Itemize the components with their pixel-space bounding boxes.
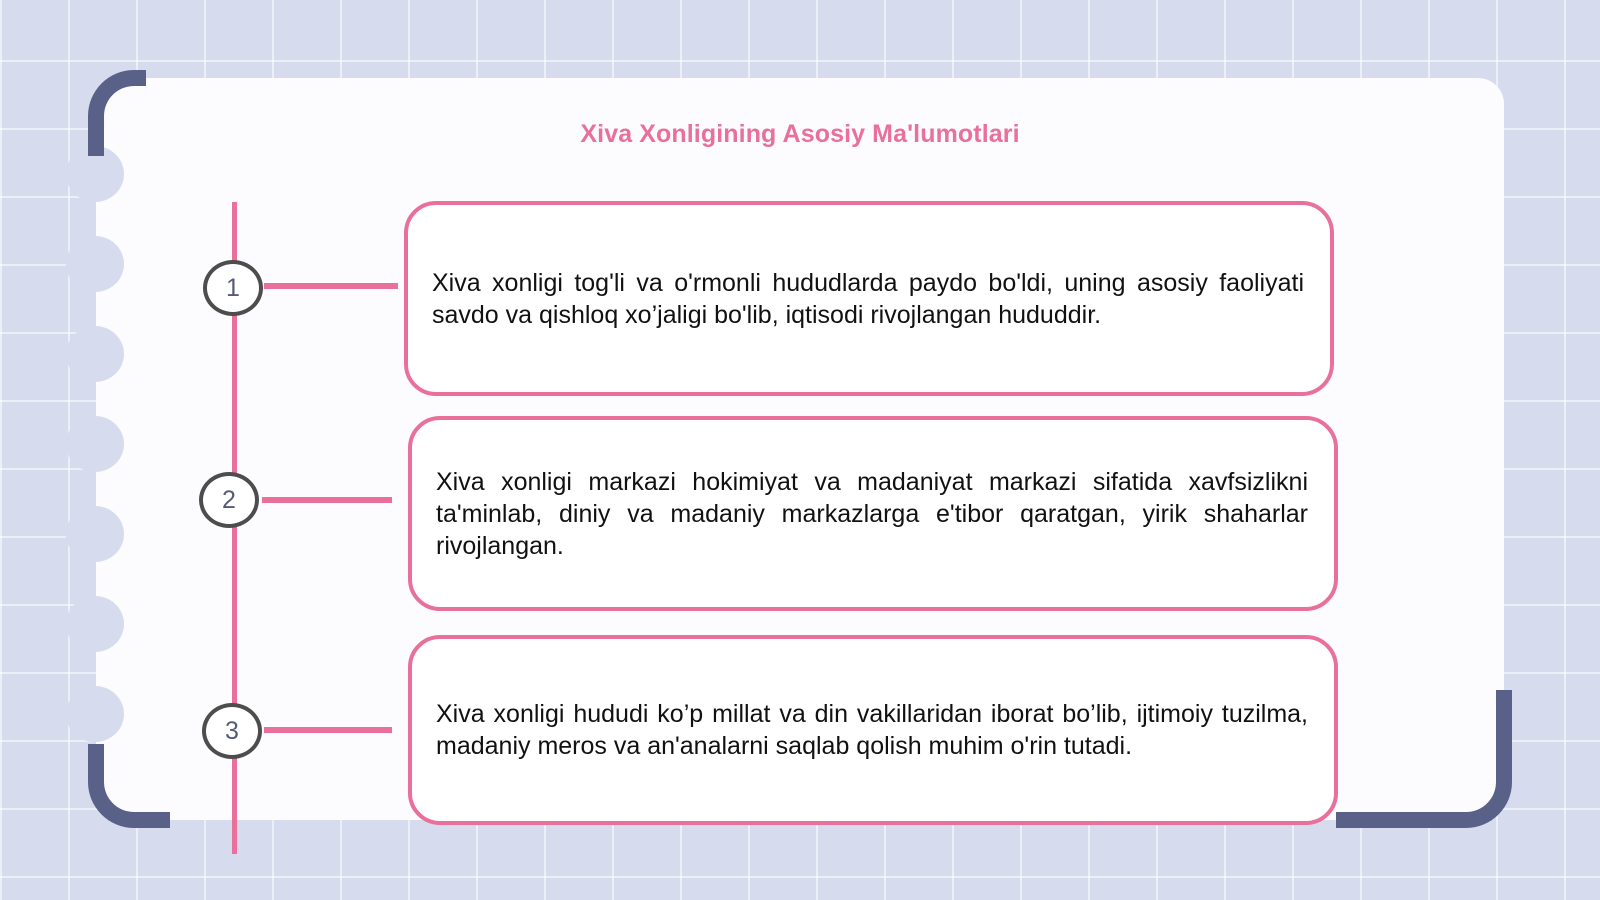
binder-hole <box>66 686 124 742</box>
timeline-node-2 <box>199 472 259 528</box>
card-text: Xiva xonligi tog'li va o'rmonli hududlarda paydo bo'ldi, uning asosiy faoliyati savdo va qishloq xo’jaligi bo'lib, iqtisodi rivojlangan hududdir. <box>432 268 1304 329</box>
binder-hole <box>66 416 124 472</box>
info-card-2 <box>408 416 1338 611</box>
card-text: Xiva xonligi hududi ko’p millat va din vakillaridan iborat bo’lib, ijtimoiy tuzilma, madaniy meros va an'analarni saqlab qolish muhim o'rin tutadi. <box>436 700 1308 760</box>
binder-hole <box>66 506 124 562</box>
binder-hole <box>66 326 124 382</box>
timeline-number: 2 <box>222 485 236 514</box>
info-card-1 <box>404 201 1334 396</box>
binder-hole <box>66 236 124 292</box>
timeline-node-3 <box>202 703 262 759</box>
slide-title: Xiva Xonligining Asosiy Ma'lumotlari <box>580 120 1020 148</box>
info-card-3 <box>408 635 1338 825</box>
timeline-connector <box>264 727 392 733</box>
frame-corner-bottom-left <box>88 744 170 828</box>
frame-corner-bottom-right <box>1336 690 1512 828</box>
timeline-connector <box>262 497 392 503</box>
timeline-connector <box>264 283 398 289</box>
timeline-number: 1 <box>226 273 240 302</box>
card-text: Xiva xonligi markazi hokimiyat va madaniyat markazi sifatida xavfsizlikni ta'minlab, diniy va madaniy markazlarga e'tibor qaratgan, yirik shaharlar rivojlangan. <box>436 467 1308 560</box>
timeline-node-1 <box>203 260 263 316</box>
binder-hole <box>66 596 124 652</box>
timeline-number: 3 <box>225 716 239 745</box>
